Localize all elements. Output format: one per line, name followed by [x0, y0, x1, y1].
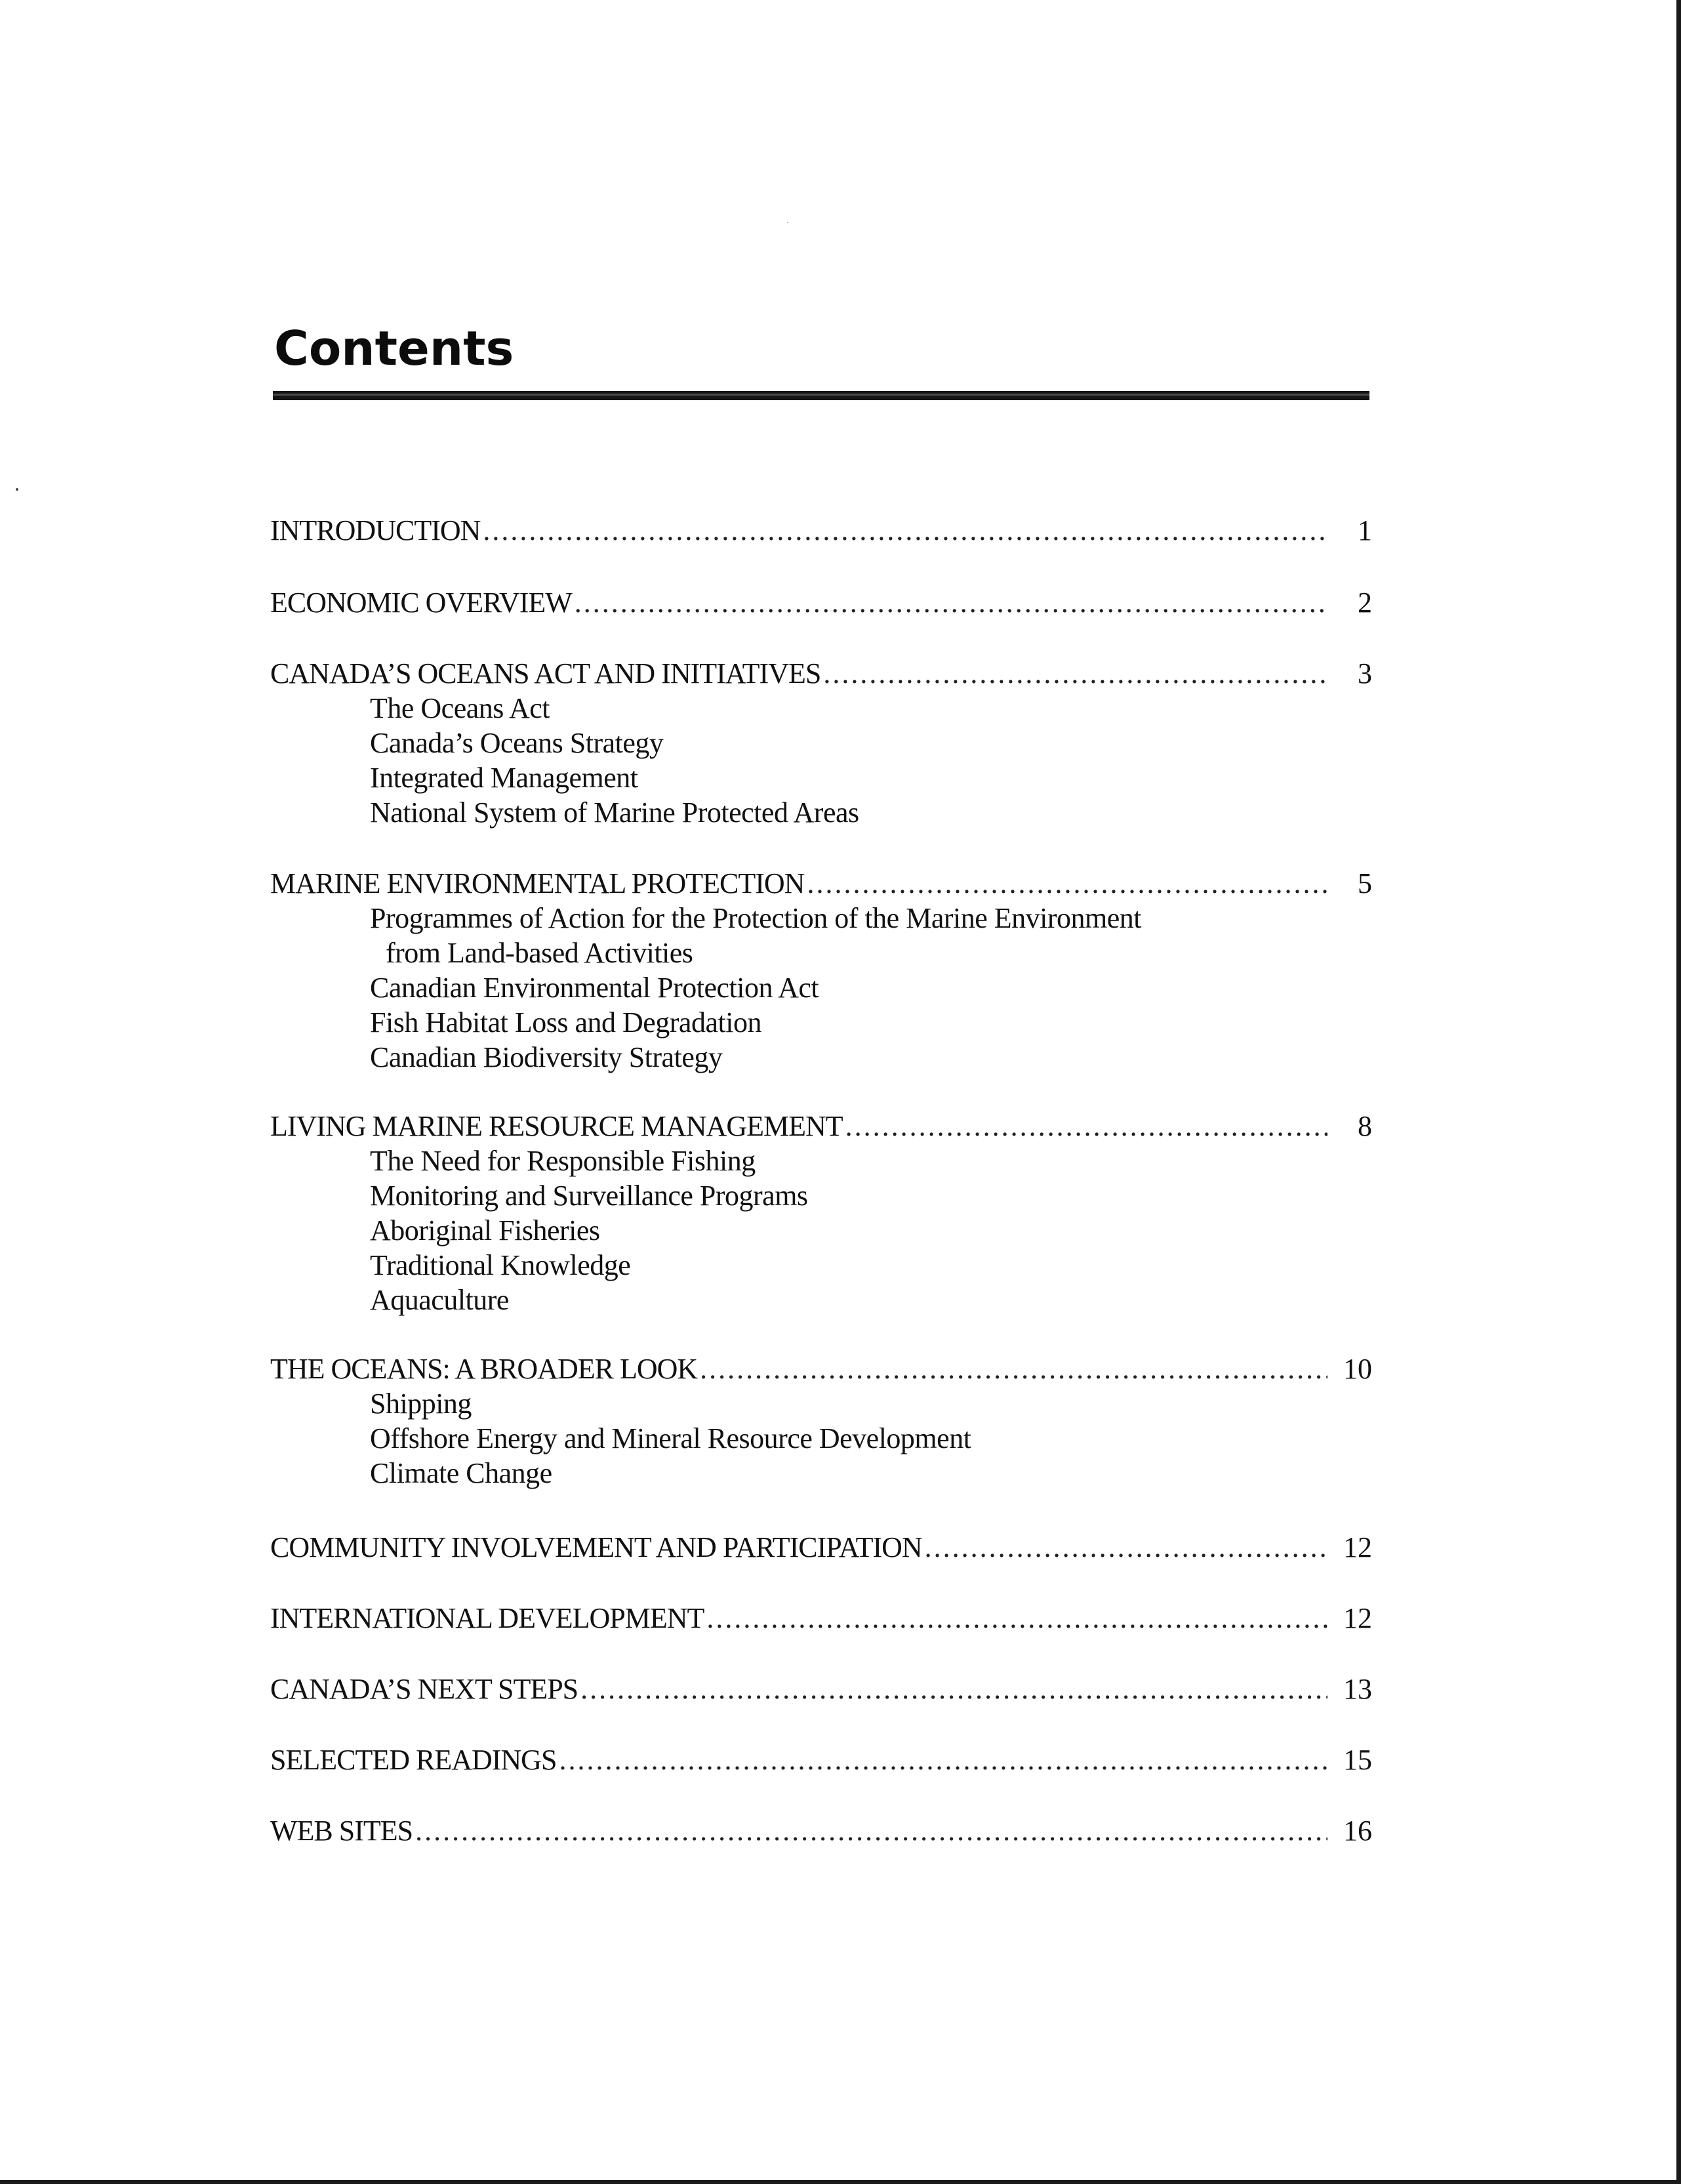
toc-page-number: 13	[1343, 1673, 1372, 1705]
dot-leader	[845, 1109, 1327, 1144]
toc-entry-oceans-act[interactable]	[270, 656, 1372, 830]
toc-entry-living-marine-resource[interactable]	[270, 1109, 1372, 1317]
toc-entry-title: CANADA’S OCEANS ACT AND INITIATIVES	[270, 657, 821, 690]
toc-subentry: The Oceans Act	[370, 692, 550, 724]
toc-page-number: 1	[1358, 514, 1372, 546]
toc-page-number: 2	[1358, 587, 1372, 619]
toc-subentry: Aboriginal Fisheries	[370, 1214, 600, 1247]
toc-subentry: National System of Marine Protected Areas	[370, 796, 859, 829]
dot-leader	[415, 1813, 1327, 1848]
toc-page-number: 3	[1358, 657, 1372, 690]
toc-entry-broader-look[interactable]	[270, 1351, 1372, 1491]
toc-subentry: Shipping	[370, 1388, 472, 1420]
toc-subentry: Climate Change	[370, 1457, 552, 1489]
dot-leader	[823, 656, 1327, 691]
toc-subentry: Offshore Energy and Mineral Resource Development	[370, 1422, 971, 1454]
toc-entry-title: WEB SITES	[270, 1815, 413, 1847]
toc-subentry: The Need for Responsible Fishing	[370, 1145, 756, 1177]
toc-entry-international-development[interactable]	[270, 1601, 1372, 1636]
dot-leader	[807, 866, 1327, 901]
toc-subentry: Canadian Biodiversity Strategy	[370, 1041, 723, 1073]
dot-leader	[483, 513, 1327, 548]
toc-subentry: Traditional Knowledge	[370, 1249, 631, 1281]
toc-entry-title: ECONOMIC OVERVIEW	[270, 587, 572, 619]
scan-speck	[16, 488, 18, 491]
toc-subentry: Canadian Environmental Protection Act	[370, 972, 819, 1004]
dot-leader	[575, 585, 1327, 620]
toc-subentry-continuation: from Land-based Activities	[386, 937, 693, 969]
dot-leader	[706, 1601, 1327, 1636]
toc-entry-title: INTERNATIONAL DEVELOPMENT	[270, 1602, 704, 1634]
toc-subentry: Canada’s Oceans Strategy	[370, 727, 664, 759]
toc-entry-selected-readings[interactable]	[270, 1742, 1372, 1777]
toc-entry-marine-environmental-protection[interactable]	[270, 866, 1372, 1075]
toc-page-number: 12	[1343, 1602, 1372, 1634]
toc-entry-economic-overview[interactable]	[270, 585, 1372, 620]
toc-subentry: Aquaculture	[370, 1284, 509, 1316]
toc-entry-title: SELECTED READINGS	[270, 1744, 557, 1776]
title-rule	[273, 391, 1369, 400]
toc-entry-introduction[interactable]	[270, 513, 1372, 548]
title-rule-highlight	[273, 394, 1369, 396]
toc-subentry: Monitoring and Surveillance Programs	[370, 1180, 808, 1212]
toc-page-number: 8	[1358, 1110, 1372, 1142]
toc-subentry: Integrated Management	[370, 762, 638, 794]
dot-leader	[559, 1742, 1327, 1777]
toc-subentry: Programmes of Action for the Protection of the Marine Environment	[370, 902, 1141, 934]
toc-entry-next-steps[interactable]	[270, 1672, 1372, 1706]
dot-leader	[925, 1530, 1327, 1565]
toc-page-number: 10	[1343, 1353, 1372, 1385]
toc-entry-title: INTRODUCTION	[270, 514, 481, 546]
scan-speck	[787, 222, 788, 223]
toc-subentry: Fish Habitat Loss and Degradation	[370, 1006, 761, 1039]
toc-entry-title: THE OCEANS: A BROADER LOOK	[270, 1353, 698, 1385]
toc-entry-title: CANADA’S NEXT STEPS	[270, 1673, 578, 1705]
toc-entry-title: LIVING MARINE RESOURCE MANAGEMENT	[270, 1110, 843, 1142]
toc-page-number: 5	[1358, 867, 1372, 899]
page-edge-right	[1676, 0, 1681, 2184]
toc-page-number: 15	[1343, 1744, 1372, 1776]
toc-page-number: 16	[1343, 1815, 1372, 1847]
toc-entry-title: MARINE ENVIRONMENTAL PROTECTION	[270, 867, 805, 899]
dot-leader	[580, 1672, 1327, 1706]
toc-entry-web-sites[interactable]	[270, 1813, 1372, 1848]
dot-leader	[700, 1351, 1327, 1386]
toc-entry-community-involvement[interactable]	[270, 1530, 1372, 1565]
page-edge-bottom	[0, 2180, 1681, 2184]
toc-page-number: 12	[1343, 1531, 1372, 1563]
toc-entry-title: COMMUNITY INVOLVEMENT AND PARTICIPATION	[270, 1531, 922, 1563]
page-title: Contents	[274, 321, 514, 376]
